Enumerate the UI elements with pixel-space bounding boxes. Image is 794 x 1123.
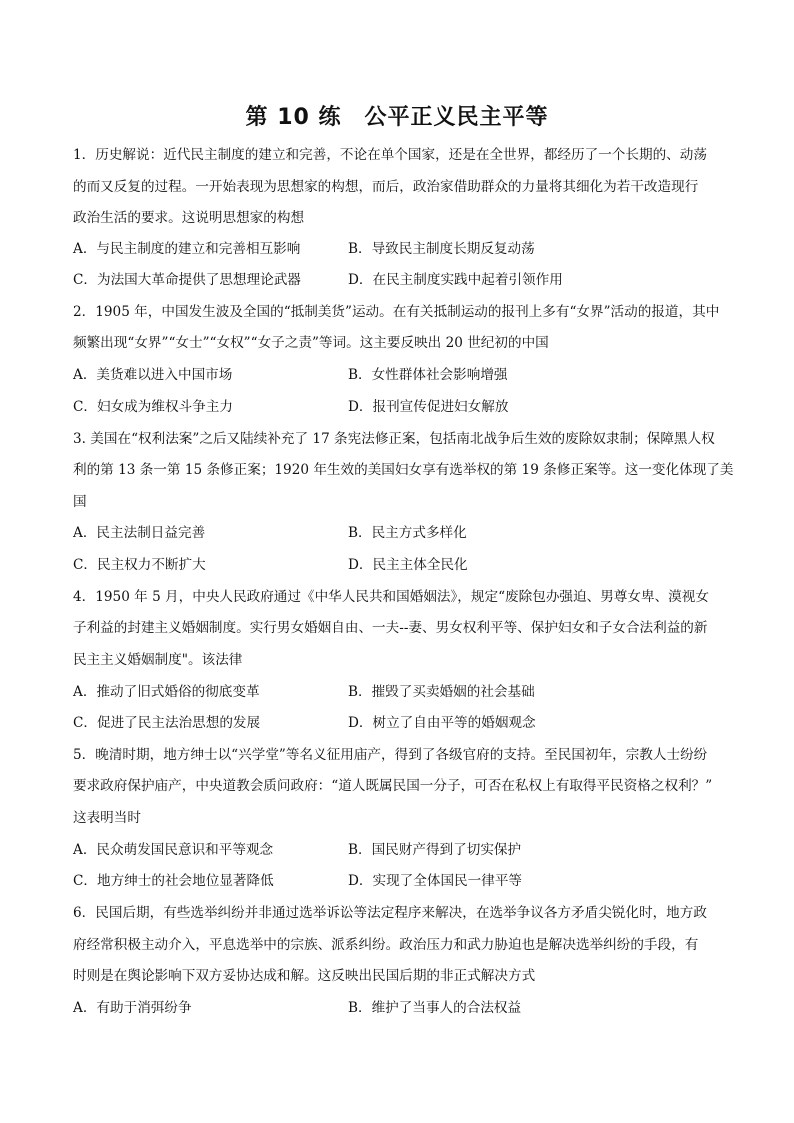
q2-option-c: C．妇女成为维权斗争主力 [73,399,233,415]
q4-line-1: 4．1950 年 5 月，中央人民政府通过《中华人民共和国婚姻法》，规定“废除包办强迫、男尊女卑、漠视女 [73,589,709,605]
q5-option-d: D．实现了全体国民一律平等 [348,873,523,889]
q6-line-2: 府经常积极主动介入，平息选举中的宗族、派系纠纷。政治压力和武力胁迫也是解决选举纠纷的手段，有 [73,937,699,953]
q3-line-3: 国 [73,494,87,510]
q5-option-b: B．国民财产得到了切实保护 [348,842,522,858]
q6-line-3: 时则是在舆论影响下双方妥协达成和解。这反映出民国后期的非正式解决方式 [73,968,536,984]
q6-option-b: B．维护了当事人的合法权益 [348,1000,522,1016]
q4-option-d: D．树立了自由平等的婚姻观念 [348,715,536,731]
q3-option-b: B．民主方式多样化 [348,525,467,541]
q3-option-c: C．民主权力不断扩大 [73,557,206,573]
q3-option-a: A．民主法制日益完善 [73,525,206,541]
q5-line-3: 这表明当时 [73,810,141,826]
q5-line-2: 要求政府保护庙产，中央道教会质问政府：“道人既属民国一分子，可否在私权上有取得平民资格之权利？” [73,778,713,794]
q4-option-b: B．摧毁了买卖婚姻的社会基础 [348,684,535,700]
q3-option-d: D．民主主体全民化 [348,557,468,573]
q6-option-a: A．有助于消弭纷争 [73,1000,192,1016]
q4-line-3: 民主主义婚姻制度"。该法律 [73,652,243,668]
q4-option-a: A．推动了旧式婚俗的彻底变革 [73,684,260,700]
q4-line-2: 子利益的封建主义婚姻制度。实行男女婚姻自由、一夫--妻、男女权利平等、保护妇女和子女合法利益的新 [73,620,708,636]
q1-line-3: 政治生活的要求。这说明思想家的构想 [73,210,305,226]
q1-option-a: A．与民主制度的建立和完善相互影响 [73,241,301,257]
q4-option-c: C．促进了民主法治思想的发展 [73,715,261,731]
page-title: 第 10 练 公平正义民主平等 [245,105,549,130]
q3-line-2: 利的第 13 条一第 15 条修正案；1920 年生效的美国妇女享有选举权的第 19 条修正案等。这一变化体现了美 [73,462,734,478]
q1-option-b: B．导致民主制度长期反复动荡 [348,241,535,257]
q1-line-1: 1．历史解说：近代民主制度的建立和完善，不论在单个国家，还是在全世界，都经历了一个长期的、动荡 [73,147,707,163]
q5-option-a: A．民众萌发国民意识和平等观念 [73,842,274,858]
q2-option-d: D．报刊宣传促进妇女解放 [348,399,509,415]
q1-option-c: C．为法国大革命提供了思想理论武器 [73,272,301,288]
q3-line-1: 3. 美国在“权利法案”之后又陆续补充了 17 条宪法修正案，包括南北战争后生效的废除奴隶制；保障黑人权 [73,431,715,447]
q2-line-1: 2．1905 年，中国发生波及全国的“抵制美货”运动。在有关抵制运动的报刊上多有“女界”活动的报道，其中 [73,304,720,320]
q2-option-a: A．美货难以进入中国市场 [73,367,233,383]
q2-option-b: B．女性群体社会影响增强 [348,367,508,383]
q1-line-2: 的而又反复的过程。一开始表现为思想家的构想，而后，政治家借助群众的力量将其细化为若干改造现行 [73,179,699,195]
q1-option-d: D．在民主制度实践中起着引领作用 [348,272,563,288]
q5-line-1: 5．晚清时期，地方绅士以“兴学堂”等名义征用庙产，得到了各级官府的支持。至民国初年，宗教人士纷纷 [73,747,708,763]
q5-option-c: C．地方绅士的社会地位显著降低 [73,873,274,889]
q6-line-1: 6．民国后期，有些选举纠纷并非通过选举诉讼等法定程序来解决，在选举争议各方矛盾尖锐化时，地方政 [73,905,707,921]
q2-line-2: 频繁出现“女界”“女士”“女权”“女子之责”等词。这主要反映出 20 世纪初的中国 [73,335,549,351]
